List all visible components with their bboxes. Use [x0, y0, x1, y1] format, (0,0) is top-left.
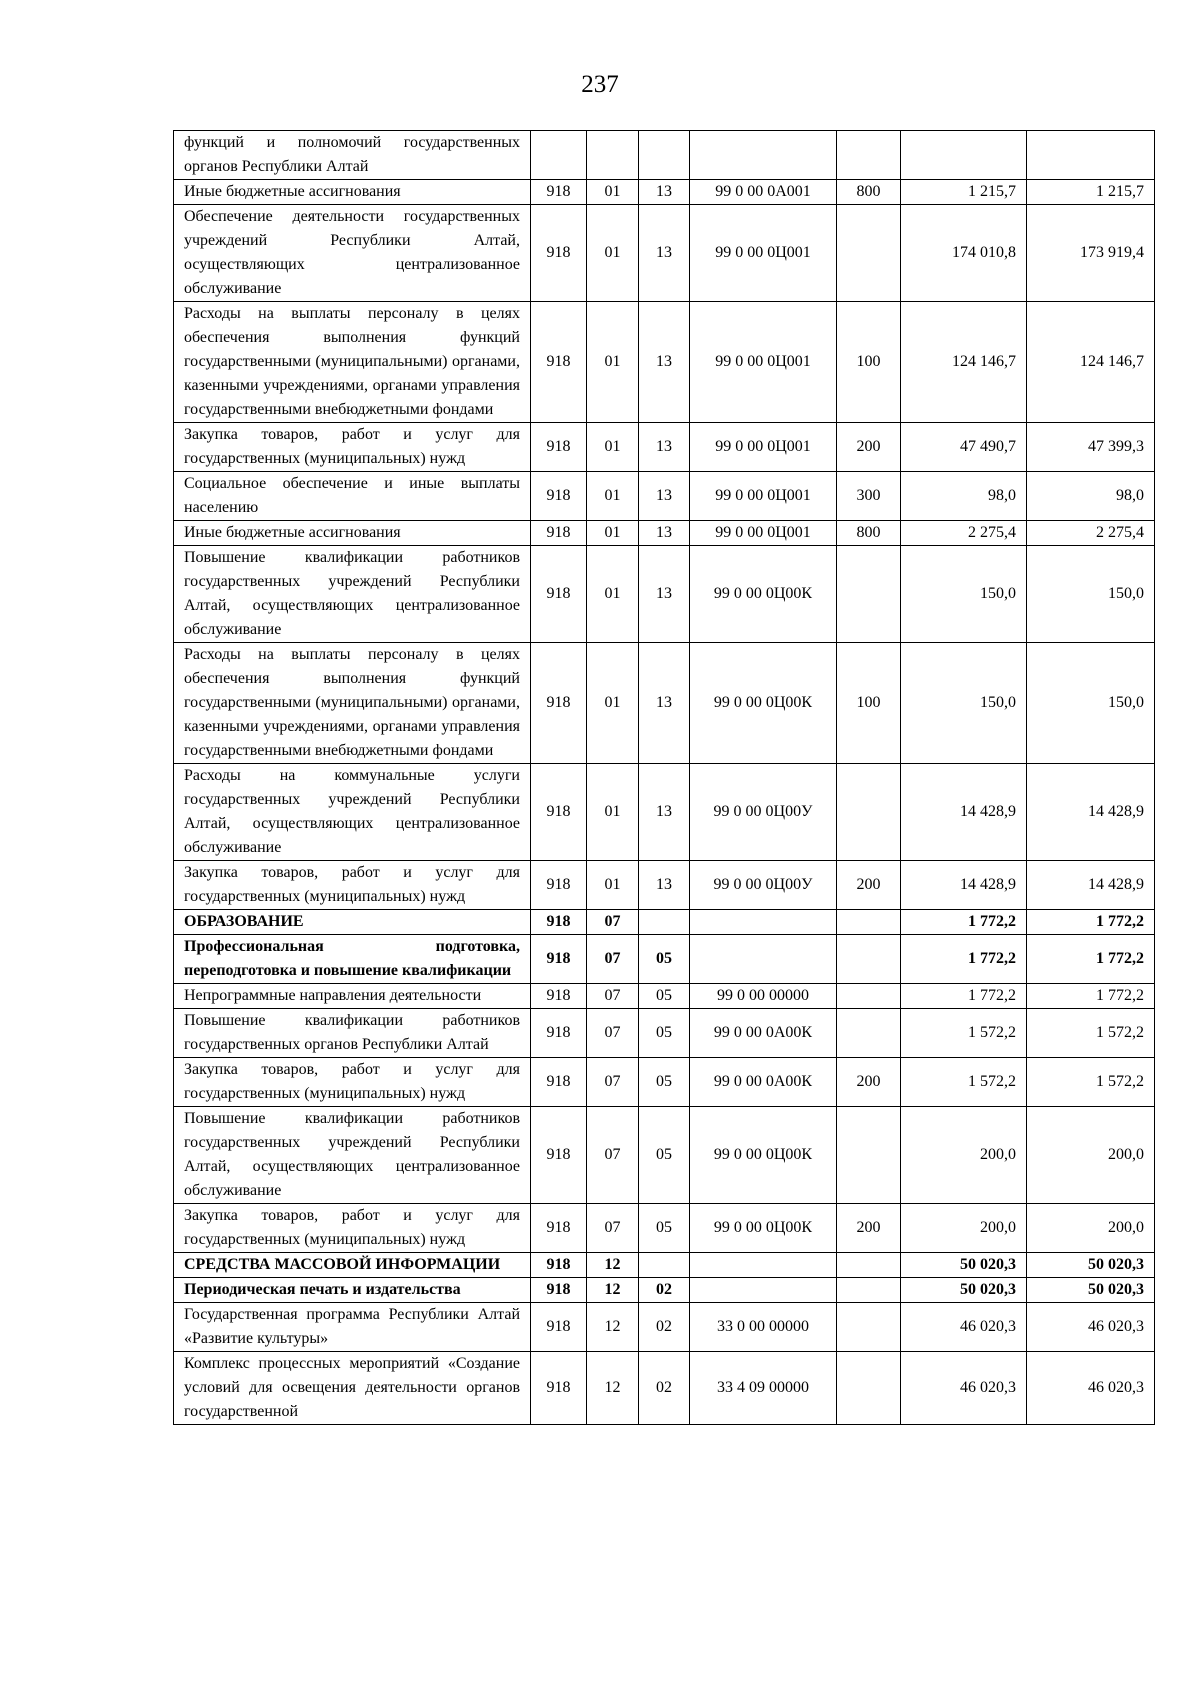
row-csr-cell: 99 0 00 0Ц00У — [690, 764, 837, 861]
table-row — [174, 1303, 1155, 1352]
table-row — [174, 984, 1155, 1009]
table-row — [174, 521, 1155, 546]
table-row — [174, 1204, 1155, 1253]
row-gr-cell: 918 — [531, 180, 587, 205]
row-name-cell: Закупка товаров, работ и услуг для государственных (муниципальных) нужд — [174, 1204, 531, 1253]
row-name-cell: Закупка товаров, работ и услуг для государственных (муниципальных) нужд — [174, 1058, 531, 1107]
row-pr-cell: 13 — [639, 861, 690, 910]
row-pr-cell: 13 — [639, 423, 690, 472]
row-csr-cell: 99 0 00 0Ц00К — [690, 643, 837, 764]
row-sum-2-cell: 1 572,2 — [1027, 1009, 1155, 1058]
row-vr-cell: 200 — [837, 1058, 901, 1107]
row-sum-1-cell: 174 010,8 — [901, 205, 1027, 302]
row-sum-2-cell — [1027, 131, 1155, 180]
row-name-cell: Повышение квалификации работников государственных учреждений Республики Алтай, осуществляющих централизованное обслуживание — [174, 546, 531, 643]
row-csr-cell: 99 0 00 0А001 — [690, 180, 837, 205]
row-sum-1-cell — [901, 131, 1027, 180]
row-rz-cell: 07 — [587, 935, 639, 984]
row-pr-cell: 13 — [639, 764, 690, 861]
row-sum-2-cell: 200,0 — [1027, 1107, 1155, 1204]
row-vr-cell: 200 — [837, 1204, 901, 1253]
row-vr-cell — [837, 1009, 901, 1058]
row-csr-cell: 99 0 00 0Ц001 — [690, 205, 837, 302]
row-gr-cell: 918 — [531, 643, 587, 764]
table-row — [174, 546, 1155, 643]
row-name-cell: Профессиональная подготовка, переподготовка и повышение квалификации — [174, 935, 531, 984]
row-rz-cell: 12 — [587, 1352, 639, 1425]
row-csr-cell: 99 0 00 0Ц00К — [690, 546, 837, 643]
row-rz-cell: 07 — [587, 1009, 639, 1058]
row-vr-cell — [837, 1303, 901, 1352]
row-csr-cell: 99 0 00 0Ц00К — [690, 1204, 837, 1253]
budget-table — [173, 130, 1155, 1425]
row-sum-1-cell: 1 572,2 — [901, 1009, 1027, 1058]
row-sum-1-cell: 98,0 — [901, 472, 1027, 521]
row-pr-cell: 05 — [639, 1107, 690, 1204]
row-pr-cell — [639, 131, 690, 180]
row-name-cell: Комплекс процессных мероприятий «Создание условий для освещения деятельности органов государственной — [174, 1352, 531, 1425]
row-gr-cell: 918 — [531, 764, 587, 861]
row-pr-cell: 05 — [639, 1204, 690, 1253]
row-rz-cell: 12 — [587, 1253, 639, 1278]
row-sum-1-cell: 150,0 — [901, 643, 1027, 764]
row-csr-cell — [690, 131, 837, 180]
row-csr-cell — [690, 1278, 837, 1303]
row-sum-2-cell: 46 020,3 — [1027, 1303, 1155, 1352]
row-rz-cell: 01 — [587, 472, 639, 521]
row-rz-cell: 01 — [587, 861, 639, 910]
row-sum-2-cell: 50 020,3 — [1027, 1278, 1155, 1303]
row-sum-1-cell: 200,0 — [901, 1204, 1027, 1253]
row-csr-cell — [690, 1253, 837, 1278]
row-sum-1-cell: 14 428,9 — [901, 861, 1027, 910]
row-sum-1-cell: 2 275,4 — [901, 521, 1027, 546]
row-csr-cell: 33 0 00 00000 — [690, 1303, 837, 1352]
row-csr-cell: 99 0 00 0Ц00К — [690, 1107, 837, 1204]
row-rz-cell: 01 — [587, 546, 639, 643]
row-name-cell: Обеспечение деятельности государственных учреждений Республики Алтай, осуществляющих централизованное обслуживание — [174, 205, 531, 302]
row-rz-cell: 07 — [587, 910, 639, 935]
row-gr-cell: 918 — [531, 1278, 587, 1303]
row-rz-cell: 07 — [587, 1204, 639, 1253]
row-vr-cell — [837, 764, 901, 861]
row-gr-cell: 918 — [531, 1253, 587, 1278]
row-sum-1-cell: 1 215,7 — [901, 180, 1027, 205]
row-gr-cell: 918 — [531, 546, 587, 643]
row-pr-cell: 02 — [639, 1278, 690, 1303]
table-row — [174, 1058, 1155, 1107]
table-row — [174, 861, 1155, 910]
table-row — [174, 302, 1155, 423]
row-csr-cell: 99 0 00 0Ц00У — [690, 861, 837, 910]
table-row — [174, 205, 1155, 302]
row-pr-cell: 05 — [639, 1058, 690, 1107]
row-sum-2-cell: 1 215,7 — [1027, 180, 1155, 205]
table-row — [174, 131, 1155, 180]
row-rz-cell: 07 — [587, 984, 639, 1009]
row-name-cell: Расходы на выплаты персоналу в целях обеспечения выполнения функций государственными (муниципальными) органами, казенными учреждениями, органами управления государственными внебюджетными фондами — [174, 643, 531, 764]
row-rz-cell: 01 — [587, 521, 639, 546]
row-vr-cell — [837, 910, 901, 935]
row-vr-cell — [837, 1352, 901, 1425]
row-sum-1-cell: 1 772,2 — [901, 984, 1027, 1009]
row-csr-cell: 99 0 00 0А00К — [690, 1009, 837, 1058]
row-csr-cell: 99 0 00 00000 — [690, 984, 837, 1009]
row-sum-1-cell: 150,0 — [901, 546, 1027, 643]
row-sum-2-cell: 98,0 — [1027, 472, 1155, 521]
row-rz-cell: 01 — [587, 205, 639, 302]
row-sum-2-cell: 150,0 — [1027, 643, 1155, 764]
row-gr-cell: 918 — [531, 935, 587, 984]
page-number: 237 — [581, 71, 619, 98]
row-vr-cell: 200 — [837, 861, 901, 910]
row-rz-cell: 12 — [587, 1303, 639, 1352]
row-sum-1-cell: 1 772,2 — [901, 935, 1027, 984]
row-name-cell: Расходы на коммунальные услуги государственных учреждений Республики Алтай, осуществляющих централизованное обслуживание — [174, 764, 531, 861]
row-rz-cell: 01 — [587, 643, 639, 764]
row-pr-cell: 13 — [639, 643, 690, 764]
row-pr-cell: 13 — [639, 472, 690, 521]
row-sum-2-cell: 150,0 — [1027, 546, 1155, 643]
row-gr-cell: 918 — [531, 302, 587, 423]
row-rz-cell: 12 — [587, 1278, 639, 1303]
row-vr-cell — [837, 131, 901, 180]
row-rz-cell: 07 — [587, 1058, 639, 1107]
row-sum-2-cell: 2 275,4 — [1027, 521, 1155, 546]
row-csr-cell: 33 4 09 00000 — [690, 1352, 837, 1425]
row-sum-1-cell: 50 020,3 — [901, 1253, 1027, 1278]
row-sum-2-cell: 1 772,2 — [1027, 910, 1155, 935]
row-vr-cell — [837, 1253, 901, 1278]
table-row — [174, 1107, 1155, 1204]
row-name-cell: Периодическая печать и издательства — [174, 1278, 531, 1303]
row-gr-cell: 918 — [531, 521, 587, 546]
row-gr-cell: 918 — [531, 1303, 587, 1352]
table-row — [174, 910, 1155, 935]
row-pr-cell: 13 — [639, 302, 690, 423]
row-sum-1-cell: 1 572,2 — [901, 1058, 1027, 1107]
row-gr-cell: 918 — [531, 205, 587, 302]
row-pr-cell: 05 — [639, 984, 690, 1009]
row-rz-cell: 01 — [587, 302, 639, 423]
row-gr-cell: 918 — [531, 423, 587, 472]
row-sum-2-cell: 14 428,9 — [1027, 764, 1155, 861]
row-vr-cell: 800 — [837, 521, 901, 546]
row-sum-2-cell: 46 020,3 — [1027, 1352, 1155, 1425]
row-name-cell: СРЕДСТВА МАССОВОЙ ИНФОРМАЦИИ — [174, 1253, 531, 1278]
row-name-cell: Расходы на выплаты персоналу в целях обеспечения выполнения функций государственными (муниципальными) органами, казенными учреждениями, органами управления государственными внебюджетными фондами — [174, 302, 531, 423]
row-vr-cell — [837, 984, 901, 1009]
row-gr-cell: 918 — [531, 1058, 587, 1107]
row-pr-cell: 05 — [639, 935, 690, 984]
row-gr-cell: 918 — [531, 1204, 587, 1253]
table-row — [174, 1009, 1155, 1058]
row-vr-cell — [837, 935, 901, 984]
row-sum-1-cell: 50 020,3 — [901, 1278, 1027, 1303]
row-name-cell: Иные бюджетные ассигнования — [174, 180, 531, 205]
table-row — [174, 1253, 1155, 1278]
row-vr-cell — [837, 205, 901, 302]
row-gr-cell: 918 — [531, 861, 587, 910]
row-csr-cell: 99 0 00 0Ц001 — [690, 521, 837, 546]
row-vr-cell — [837, 1278, 901, 1303]
row-sum-2-cell: 50 020,3 — [1027, 1253, 1155, 1278]
row-sum-1-cell: 47 490,7 — [901, 423, 1027, 472]
table-row — [174, 1278, 1155, 1303]
row-sum-1-cell: 124 146,7 — [901, 302, 1027, 423]
row-gr-cell: 918 — [531, 1107, 587, 1204]
row-rz-cell: 01 — [587, 180, 639, 205]
row-vr-cell: 800 — [837, 180, 901, 205]
row-vr-cell: 100 — [837, 643, 901, 764]
row-gr-cell: 918 — [531, 472, 587, 521]
row-csr-cell — [690, 910, 837, 935]
row-name-cell: Закупка товаров, работ и услуг для государственных (муниципальных) нужд — [174, 423, 531, 472]
row-sum-1-cell: 46 020,3 — [901, 1352, 1027, 1425]
row-gr-cell: 918 — [531, 1352, 587, 1425]
row-sum-1-cell: 1 772,2 — [901, 910, 1027, 935]
row-pr-cell: 05 — [639, 1009, 690, 1058]
row-name-cell: функций и полномочий государственных органов Республики Алтай — [174, 131, 531, 180]
row-sum-2-cell: 14 428,9 — [1027, 861, 1155, 910]
table-row — [174, 764, 1155, 861]
row-sum-1-cell: 46 020,3 — [901, 1303, 1027, 1352]
row-pr-cell: 02 — [639, 1303, 690, 1352]
row-name-cell: Повышение квалификации работников государственных учреждений Республики Алтай, осуществляющих централизованное обслуживание — [174, 1107, 531, 1204]
table-row — [174, 472, 1155, 521]
row-sum-2-cell: 1 772,2 — [1027, 984, 1155, 1009]
row-sum-2-cell: 200,0 — [1027, 1204, 1155, 1253]
row-sum-2-cell: 47 399,3 — [1027, 423, 1155, 472]
row-vr-cell: 100 — [837, 302, 901, 423]
row-sum-2-cell: 1 772,2 — [1027, 935, 1155, 984]
row-gr-cell: 918 — [531, 1009, 587, 1058]
row-name-cell: Повышение квалификации работников государственных органов Республики Алтай — [174, 1009, 531, 1058]
row-gr-cell — [531, 131, 587, 180]
row-name-cell: Непрограммные направления деятельности — [174, 984, 531, 1009]
row-csr-cell: 99 0 00 0Ц001 — [690, 423, 837, 472]
row-vr-cell: 300 — [837, 472, 901, 521]
row-csr-cell: 99 0 00 0Ц001 — [690, 302, 837, 423]
row-pr-cell — [639, 910, 690, 935]
table-row — [174, 180, 1155, 205]
row-rz-cell — [587, 131, 639, 180]
row-name-cell: Социальное обеспечение и иные выплаты населению — [174, 472, 531, 521]
table-row — [174, 1352, 1155, 1425]
row-pr-cell: 02 — [639, 1352, 690, 1425]
row-sum-2-cell: 124 146,7 — [1027, 302, 1155, 423]
row-rz-cell: 01 — [587, 764, 639, 861]
row-gr-cell: 918 — [531, 910, 587, 935]
row-pr-cell: 13 — [639, 180, 690, 205]
row-sum-2-cell: 1 572,2 — [1027, 1058, 1155, 1107]
row-csr-cell: 99 0 00 0Ц001 — [690, 472, 837, 521]
row-vr-cell — [837, 546, 901, 643]
table-row — [174, 423, 1155, 472]
row-pr-cell: 13 — [639, 546, 690, 643]
row-pr-cell — [639, 1253, 690, 1278]
row-vr-cell — [837, 1107, 901, 1204]
row-name-cell: Государственная программа Республики Алтай «Развитие культуры» — [174, 1303, 531, 1352]
row-csr-cell: 99 0 00 0А00К — [690, 1058, 837, 1107]
row-rz-cell: 07 — [587, 1107, 639, 1204]
row-csr-cell — [690, 935, 837, 984]
row-pr-cell: 13 — [639, 521, 690, 546]
row-rz-cell: 01 — [587, 423, 639, 472]
table-row — [174, 935, 1155, 984]
row-sum-2-cell: 173 919,4 — [1027, 205, 1155, 302]
row-gr-cell: 918 — [531, 984, 587, 1009]
row-sum-1-cell: 200,0 — [901, 1107, 1027, 1204]
row-name-cell: Иные бюджетные ассигнования — [174, 521, 531, 546]
row-vr-cell: 200 — [837, 423, 901, 472]
row-name-cell: ОБРАЗОВАНИЕ — [174, 910, 531, 935]
row-name-cell: Закупка товаров, работ и услуг для государственных (муниципальных) нужд — [174, 861, 531, 910]
row-pr-cell: 13 — [639, 205, 690, 302]
row-sum-1-cell: 14 428,9 — [901, 764, 1027, 861]
table-row — [174, 643, 1155, 764]
